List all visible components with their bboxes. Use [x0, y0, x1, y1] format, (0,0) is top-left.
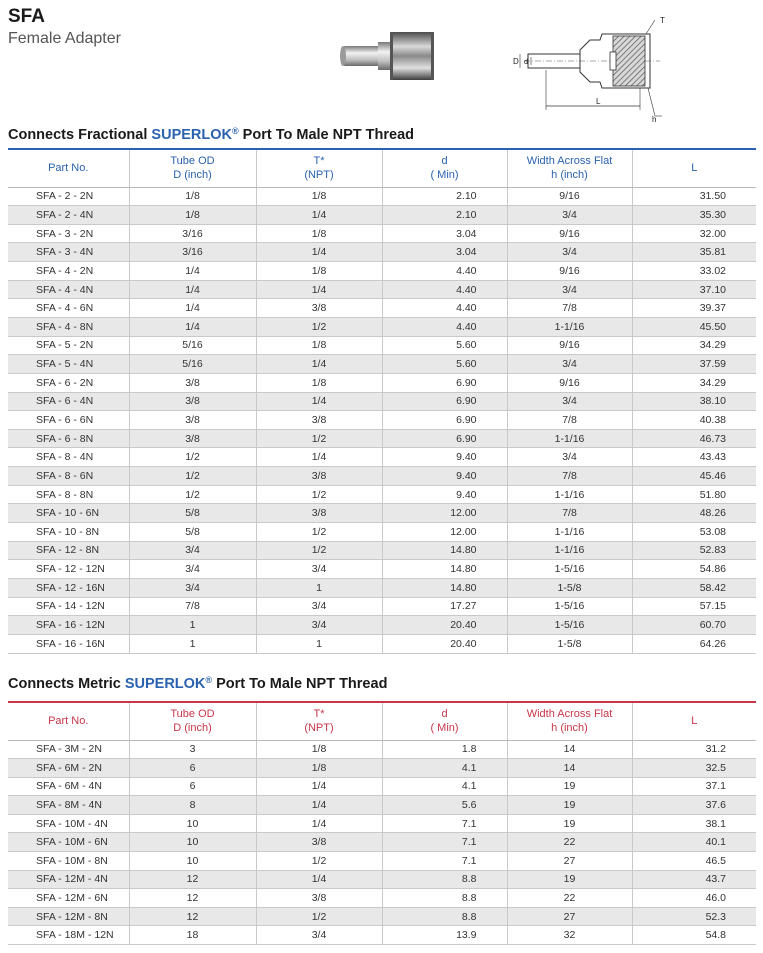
cell-tube-od: 3/8	[129, 392, 256, 411]
cell-thread: 1/4	[256, 355, 382, 374]
cell-tube-od: 5/8	[129, 523, 256, 542]
cell-tube-od: 3/4	[129, 578, 256, 597]
cell-d-min: 5.60	[382, 336, 507, 355]
cell-d-min: 14.80	[382, 578, 507, 597]
table-row	[8, 597, 756, 616]
cell-tube-od: 3	[129, 740, 256, 759]
table-row	[8, 448, 756, 467]
label-h: h	[652, 115, 657, 124]
cell-part-no: SFA - 18M - 12N	[8, 926, 129, 945]
fractional-table	[8, 148, 756, 654]
cell-thread: 1/4	[256, 243, 382, 262]
cell-part-no: SFA - 3 - 2N	[8, 224, 129, 243]
cell-length: 39.37	[632, 299, 756, 318]
cell-d-min: 5.6	[382, 796, 507, 815]
cell-length: 54.86	[632, 560, 756, 579]
cell-length: 52.83	[632, 541, 756, 560]
col-d-min: d ( Min)	[382, 149, 507, 187]
col-d-min: d ( Min)	[382, 702, 507, 740]
cell-part-no: SFA - 5 - 4N	[8, 355, 129, 374]
cell-width-across-flat: 1-5/16	[507, 560, 632, 579]
cell-length: 45.46	[632, 467, 756, 486]
cell-width-across-flat: 3/4	[507, 448, 632, 467]
cell-tube-od: 12	[129, 907, 256, 926]
cell-d-min: 3.04	[382, 224, 507, 243]
cell-part-no: SFA - 8 - 8N	[8, 485, 129, 504]
table-row	[8, 485, 756, 504]
cell-tube-od: 6	[129, 777, 256, 796]
cell-d-min: 17.27	[382, 597, 507, 616]
label-d-lower: d	[524, 59, 528, 66]
fractional-heading-reg: ®	[232, 126, 239, 136]
cell-thread: 1/2	[256, 523, 382, 542]
table-row	[8, 243, 756, 262]
table-row	[8, 411, 756, 430]
table-row	[8, 777, 756, 796]
cell-thread: 1/2	[256, 485, 382, 504]
cell-width-across-flat: 1-1/16	[507, 317, 632, 336]
cell-width-across-flat: 1-5/16	[507, 616, 632, 635]
cell-d-min: 7.1	[382, 814, 507, 833]
cell-thread: 1/8	[256, 224, 382, 243]
table-row	[8, 634, 756, 653]
cell-length: 46.5	[632, 852, 756, 871]
cell-tube-od: 8	[129, 796, 256, 815]
cell-tube-od: 3/8	[129, 373, 256, 392]
table-row	[8, 907, 756, 926]
cell-tube-od: 7/8	[129, 597, 256, 616]
cell-length: 32.5	[632, 759, 756, 778]
cell-d-min: 6.90	[382, 392, 507, 411]
cell-width-across-flat: 19	[507, 796, 632, 815]
cell-thread: 1	[256, 634, 382, 653]
cell-d-min: 2.10	[382, 206, 507, 225]
cell-d-min: 8.8	[382, 907, 507, 926]
cell-d-min: 6.90	[382, 373, 507, 392]
label-t: T	[660, 16, 665, 25]
cell-part-no: SFA - 4 - 6N	[8, 299, 129, 318]
cell-tube-od: 1/2	[129, 467, 256, 486]
cell-part-no: SFA - 8M - 4N	[8, 796, 129, 815]
cell-width-across-flat: 3/4	[507, 243, 632, 262]
cell-length: 46.73	[632, 429, 756, 448]
cell-length: 48.26	[632, 504, 756, 523]
table-row	[8, 317, 756, 336]
cell-d-min: 2.10	[382, 187, 507, 206]
cell-thread: 1/8	[256, 373, 382, 392]
col-thread: T* (NPT)	[256, 149, 382, 187]
cell-tube-od: 10	[129, 833, 256, 852]
cell-part-no: SFA - 6 - 2N	[8, 373, 129, 392]
cell-width-across-flat: 22	[507, 889, 632, 908]
cell-thread: 3/4	[256, 926, 382, 945]
cell-length: 40.38	[632, 411, 756, 430]
cell-part-no: SFA - 12M - 6N	[8, 889, 129, 908]
fractional-heading-post: Port To Male NPT Thread	[238, 127, 414, 143]
cell-width-across-flat: 1-1/16	[507, 541, 632, 560]
cell-d-min: 4.40	[382, 262, 507, 281]
cell-part-no: SFA - 3M - 2N	[8, 740, 129, 759]
cell-tube-od: 1/4	[129, 280, 256, 299]
cell-part-no: SFA - 12 - 8N	[8, 541, 129, 560]
table-row	[8, 578, 756, 597]
cell-part-no: SFA - 4 - 8N	[8, 317, 129, 336]
table-row	[8, 504, 756, 523]
cell-length: 33.02	[632, 262, 756, 281]
table-row	[8, 187, 756, 206]
cell-d-min: 20.40	[382, 616, 507, 635]
cell-thread: 3/8	[256, 411, 382, 430]
table-row	[8, 429, 756, 448]
cell-part-no: SFA - 12 - 16N	[8, 578, 129, 597]
cell-d-min: 5.60	[382, 355, 507, 374]
col-width-across-flat: Width Across Flat h (inch)	[507, 149, 632, 187]
cell-width-across-flat: 19	[507, 870, 632, 889]
cell-part-no: SFA - 5 - 2N	[8, 336, 129, 355]
cell-width-across-flat: 3/4	[507, 392, 632, 411]
cell-width-across-flat: 1-1/16	[507, 523, 632, 542]
cell-width-across-flat: 1-5/8	[507, 634, 632, 653]
table-row	[8, 467, 756, 486]
cell-tube-od: 1/8	[129, 187, 256, 206]
cell-length: 37.59	[632, 355, 756, 374]
col-part-no: Part No.	[8, 149, 129, 187]
cell-part-no: SFA - 4 - 4N	[8, 280, 129, 299]
cell-thread: 1/4	[256, 814, 382, 833]
cell-part-no: SFA - 6 - 6N	[8, 411, 129, 430]
cell-width-across-flat: 14	[507, 759, 632, 778]
table-row	[8, 392, 756, 411]
cell-thread: 1/8	[256, 740, 382, 759]
cell-length: 40.1	[632, 833, 756, 852]
page-title: SFA	[8, 6, 45, 27]
cell-width-across-flat: 7/8	[507, 504, 632, 523]
cell-tube-od: 5/8	[129, 504, 256, 523]
cell-tube-od: 5/16	[129, 336, 256, 355]
cell-tube-od: 1/4	[129, 262, 256, 281]
cell-d-min: 4.1	[382, 777, 507, 796]
table-row	[8, 336, 756, 355]
cell-tube-od: 1	[129, 616, 256, 635]
cell-length: 31.50	[632, 187, 756, 206]
cell-width-across-flat: 3/4	[507, 355, 632, 374]
cell-thread: 1/2	[256, 541, 382, 560]
label-d-upper: D	[513, 57, 519, 66]
cell-length: 45.50	[632, 317, 756, 336]
cell-part-no: SFA - 10M - 6N	[8, 833, 129, 852]
cell-width-across-flat: 14	[507, 740, 632, 759]
cell-thread: 1/2	[256, 429, 382, 448]
cell-d-min: 7.1	[382, 852, 507, 871]
cell-d-min: 12.00	[382, 523, 507, 542]
cell-tube-od: 3/16	[129, 224, 256, 243]
cell-tube-od: 18	[129, 926, 256, 945]
cell-thread: 3/4	[256, 597, 382, 616]
cell-part-no: SFA - 12M - 4N	[8, 870, 129, 889]
cell-part-no: SFA - 8 - 4N	[8, 448, 129, 467]
cell-d-min: 9.40	[382, 485, 507, 504]
cell-d-min: 3.04	[382, 243, 507, 262]
cell-thread: 1/8	[256, 262, 382, 281]
cell-width-across-flat: 3/4	[507, 280, 632, 299]
table-row	[8, 833, 756, 852]
table-row	[8, 355, 756, 374]
cell-tube-od: 3/16	[129, 243, 256, 262]
cell-d-min: 13.9	[382, 926, 507, 945]
cell-part-no: SFA - 16 - 12N	[8, 616, 129, 635]
cell-length: 37.1	[632, 777, 756, 796]
table-row	[8, 373, 756, 392]
cell-d-min: 8.8	[382, 870, 507, 889]
col-width-across-flat: Width Across Flat h (inch)	[507, 702, 632, 740]
cell-part-no: SFA - 10 - 8N	[8, 523, 129, 542]
cell-d-min: 4.40	[382, 299, 507, 318]
cell-width-across-flat: 1-1/16	[507, 485, 632, 504]
fractional-heading-pre: Connects Fractional	[8, 127, 152, 143]
table-row	[8, 541, 756, 560]
table-header-row	[8, 149, 756, 187]
table-row	[8, 870, 756, 889]
cell-length: 54.8	[632, 926, 756, 945]
cell-part-no: SFA - 6 - 4N	[8, 392, 129, 411]
cell-width-across-flat: 9/16	[507, 373, 632, 392]
cell-length: 38.10	[632, 392, 756, 411]
cell-length: 51.80	[632, 485, 756, 504]
cell-d-min: 7.1	[382, 833, 507, 852]
cell-length: 57.15	[632, 597, 756, 616]
cell-tube-od: 12	[129, 889, 256, 908]
cell-width-across-flat: 1-1/16	[507, 429, 632, 448]
metric-table	[8, 701, 756, 945]
cell-d-min: 12.00	[382, 504, 507, 523]
cell-tube-od: 3/4	[129, 560, 256, 579]
cell-thread: 3/8	[256, 889, 382, 908]
table-header-row	[8, 702, 756, 740]
cell-length: 34.29	[632, 336, 756, 355]
cell-thread: 3/8	[256, 467, 382, 486]
cell-tube-od: 1/8	[129, 206, 256, 225]
cell-thread: 1/4	[256, 392, 382, 411]
cell-length: 46.0	[632, 889, 756, 908]
cell-part-no: SFA - 3 - 4N	[8, 243, 129, 262]
cell-part-no: SFA - 10 - 6N	[8, 504, 129, 523]
cell-thread: 3/4	[256, 560, 382, 579]
cell-width-across-flat: 9/16	[507, 336, 632, 355]
cell-width-across-flat: 9/16	[507, 187, 632, 206]
cell-thread: 1/2	[256, 317, 382, 336]
cell-part-no: SFA - 6M - 2N	[8, 759, 129, 778]
cell-d-min: 6.90	[382, 429, 507, 448]
table-row	[8, 814, 756, 833]
cell-part-no: SFA - 16 - 16N	[8, 634, 129, 653]
cell-tube-od: 5/16	[129, 355, 256, 374]
col-tube-od: Tube OD D (inch)	[129, 702, 256, 740]
cell-part-no: SFA - 10M - 8N	[8, 852, 129, 871]
cell-width-across-flat: 27	[507, 852, 632, 871]
fractional-section-heading	[8, 126, 414, 143]
cell-tube-od: 10	[129, 852, 256, 871]
metric-heading-pre: Connects Metric	[8, 676, 125, 692]
cell-length: 32.00	[632, 224, 756, 243]
cell-thread: 3/8	[256, 833, 382, 852]
cell-width-across-flat: 22	[507, 833, 632, 852]
cell-length: 43.7	[632, 870, 756, 889]
table-row	[8, 796, 756, 815]
table-row	[8, 262, 756, 281]
col-thread: T* (NPT)	[256, 702, 382, 740]
product-photo	[338, 24, 438, 88]
cell-thread: 1	[256, 578, 382, 597]
cell-length: 58.42	[632, 578, 756, 597]
cell-tube-od: 6	[129, 759, 256, 778]
cell-d-min: 9.40	[382, 448, 507, 467]
cell-d-min: 14.80	[382, 560, 507, 579]
cell-thread: 1/8	[256, 336, 382, 355]
cell-tube-od: 3/4	[129, 541, 256, 560]
table-row	[8, 889, 756, 908]
cell-width-across-flat: 7/8	[507, 299, 632, 318]
cell-d-min: 14.80	[382, 541, 507, 560]
cell-width-across-flat: 32	[507, 926, 632, 945]
cell-width-across-flat: 19	[507, 777, 632, 796]
cell-width-across-flat: 9/16	[507, 262, 632, 281]
cell-tube-od: 3/8	[129, 411, 256, 430]
cell-tube-od: 3/8	[129, 429, 256, 448]
cell-length: 35.81	[632, 243, 756, 262]
cell-d-min: 4.1	[382, 759, 507, 778]
cell-thread: 1/8	[256, 759, 382, 778]
cell-thread: 1/4	[256, 280, 382, 299]
cell-thread: 3/8	[256, 504, 382, 523]
cell-thread: 1/4	[256, 777, 382, 796]
table-row	[8, 560, 756, 579]
cell-part-no: SFA - 10M - 4N	[8, 814, 129, 833]
cell-d-min: 20.40	[382, 634, 507, 653]
cell-d-min: 6.90	[382, 411, 507, 430]
table-row	[8, 759, 756, 778]
table-row	[8, 299, 756, 318]
technical-drawing	[510, 14, 668, 124]
cell-d-min: 9.40	[382, 467, 507, 486]
cell-thread: 1/4	[256, 206, 382, 225]
cell-thread: 1/4	[256, 870, 382, 889]
cell-length: 38.1	[632, 814, 756, 833]
cell-part-no: SFA - 8 - 6N	[8, 467, 129, 486]
cell-tube-od: 1	[129, 634, 256, 653]
cell-thread: 3/8	[256, 299, 382, 318]
cell-length: 60.70	[632, 616, 756, 635]
table-row	[8, 926, 756, 945]
cell-width-across-flat: 1-5/8	[507, 578, 632, 597]
cell-thread: 1/2	[256, 907, 382, 926]
cell-part-no: SFA - 14 - 12N	[8, 597, 129, 616]
cell-tube-od: 10	[129, 814, 256, 833]
cell-length: 34.29	[632, 373, 756, 392]
cell-length: 53.08	[632, 523, 756, 542]
col-tube-od: Tube OD D (inch)	[129, 149, 256, 187]
table-row	[8, 616, 756, 635]
fractional-heading-brand: SUPERLOK	[151, 127, 232, 143]
cell-length: 43.43	[632, 448, 756, 467]
cell-d-min: 1.8	[382, 740, 507, 759]
cell-length: 31.2	[632, 740, 756, 759]
cell-thread: 1/2	[256, 852, 382, 871]
cell-length: 37.6	[632, 796, 756, 815]
cell-d-min: 4.40	[382, 317, 507, 336]
cell-tube-od: 12	[129, 870, 256, 889]
metric-heading-brand: SUPERLOK	[124, 676, 206, 692]
page-subtitle: Female Adapter	[8, 30, 121, 47]
cell-part-no: SFA - 6M - 4N	[8, 777, 129, 796]
cell-thread: 1/4	[256, 796, 382, 815]
metric-section-heading	[8, 675, 387, 692]
cell-thread: 1/4	[256, 448, 382, 467]
cell-tube-od: 1/4	[129, 299, 256, 318]
col-length: L	[632, 149, 756, 187]
cell-d-min: 4.40	[382, 280, 507, 299]
cell-width-across-flat: 27	[507, 907, 632, 926]
cell-part-no: SFA - 12M - 8N	[8, 907, 129, 926]
metric-heading-reg: ®	[205, 675, 213, 685]
table-row	[8, 523, 756, 542]
cell-part-no: SFA - 4 - 2N	[8, 262, 129, 281]
metric-heading-post: Port To Male NPT Thread	[212, 676, 388, 692]
label-l: L	[596, 97, 601, 106]
cell-part-no: SFA - 2 - 2N	[8, 187, 129, 206]
col-part-no: Part No.	[8, 702, 129, 740]
table-row	[8, 280, 756, 299]
cell-part-no: SFA - 12 - 12N	[8, 560, 129, 579]
col-length: L	[632, 702, 756, 740]
table-row	[8, 852, 756, 871]
cell-width-across-flat: 7/8	[507, 411, 632, 430]
cell-length: 37.10	[632, 280, 756, 299]
cell-length: 35.30	[632, 206, 756, 225]
cell-part-no: SFA - 6 - 8N	[8, 429, 129, 448]
cell-width-across-flat: 1-5/16	[507, 597, 632, 616]
cell-thread: 1/8	[256, 187, 382, 206]
cell-tube-od: 1/4	[129, 317, 256, 336]
cell-width-across-flat: 7/8	[507, 467, 632, 486]
cell-width-across-flat: 19	[507, 814, 632, 833]
cell-length: 64.26	[632, 634, 756, 653]
cell-thread: 3/4	[256, 616, 382, 635]
table-row	[8, 740, 756, 759]
table-row	[8, 224, 756, 243]
table-row	[8, 206, 756, 225]
cell-d-min: 8.8	[382, 889, 507, 908]
cell-width-across-flat: 3/4	[507, 206, 632, 225]
cell-tube-od: 1/2	[129, 485, 256, 504]
cell-width-across-flat: 9/16	[507, 224, 632, 243]
cell-length: 52.3	[632, 907, 756, 926]
cell-part-no: SFA - 2 - 4N	[8, 206, 129, 225]
cell-tube-od: 1/2	[129, 448, 256, 467]
